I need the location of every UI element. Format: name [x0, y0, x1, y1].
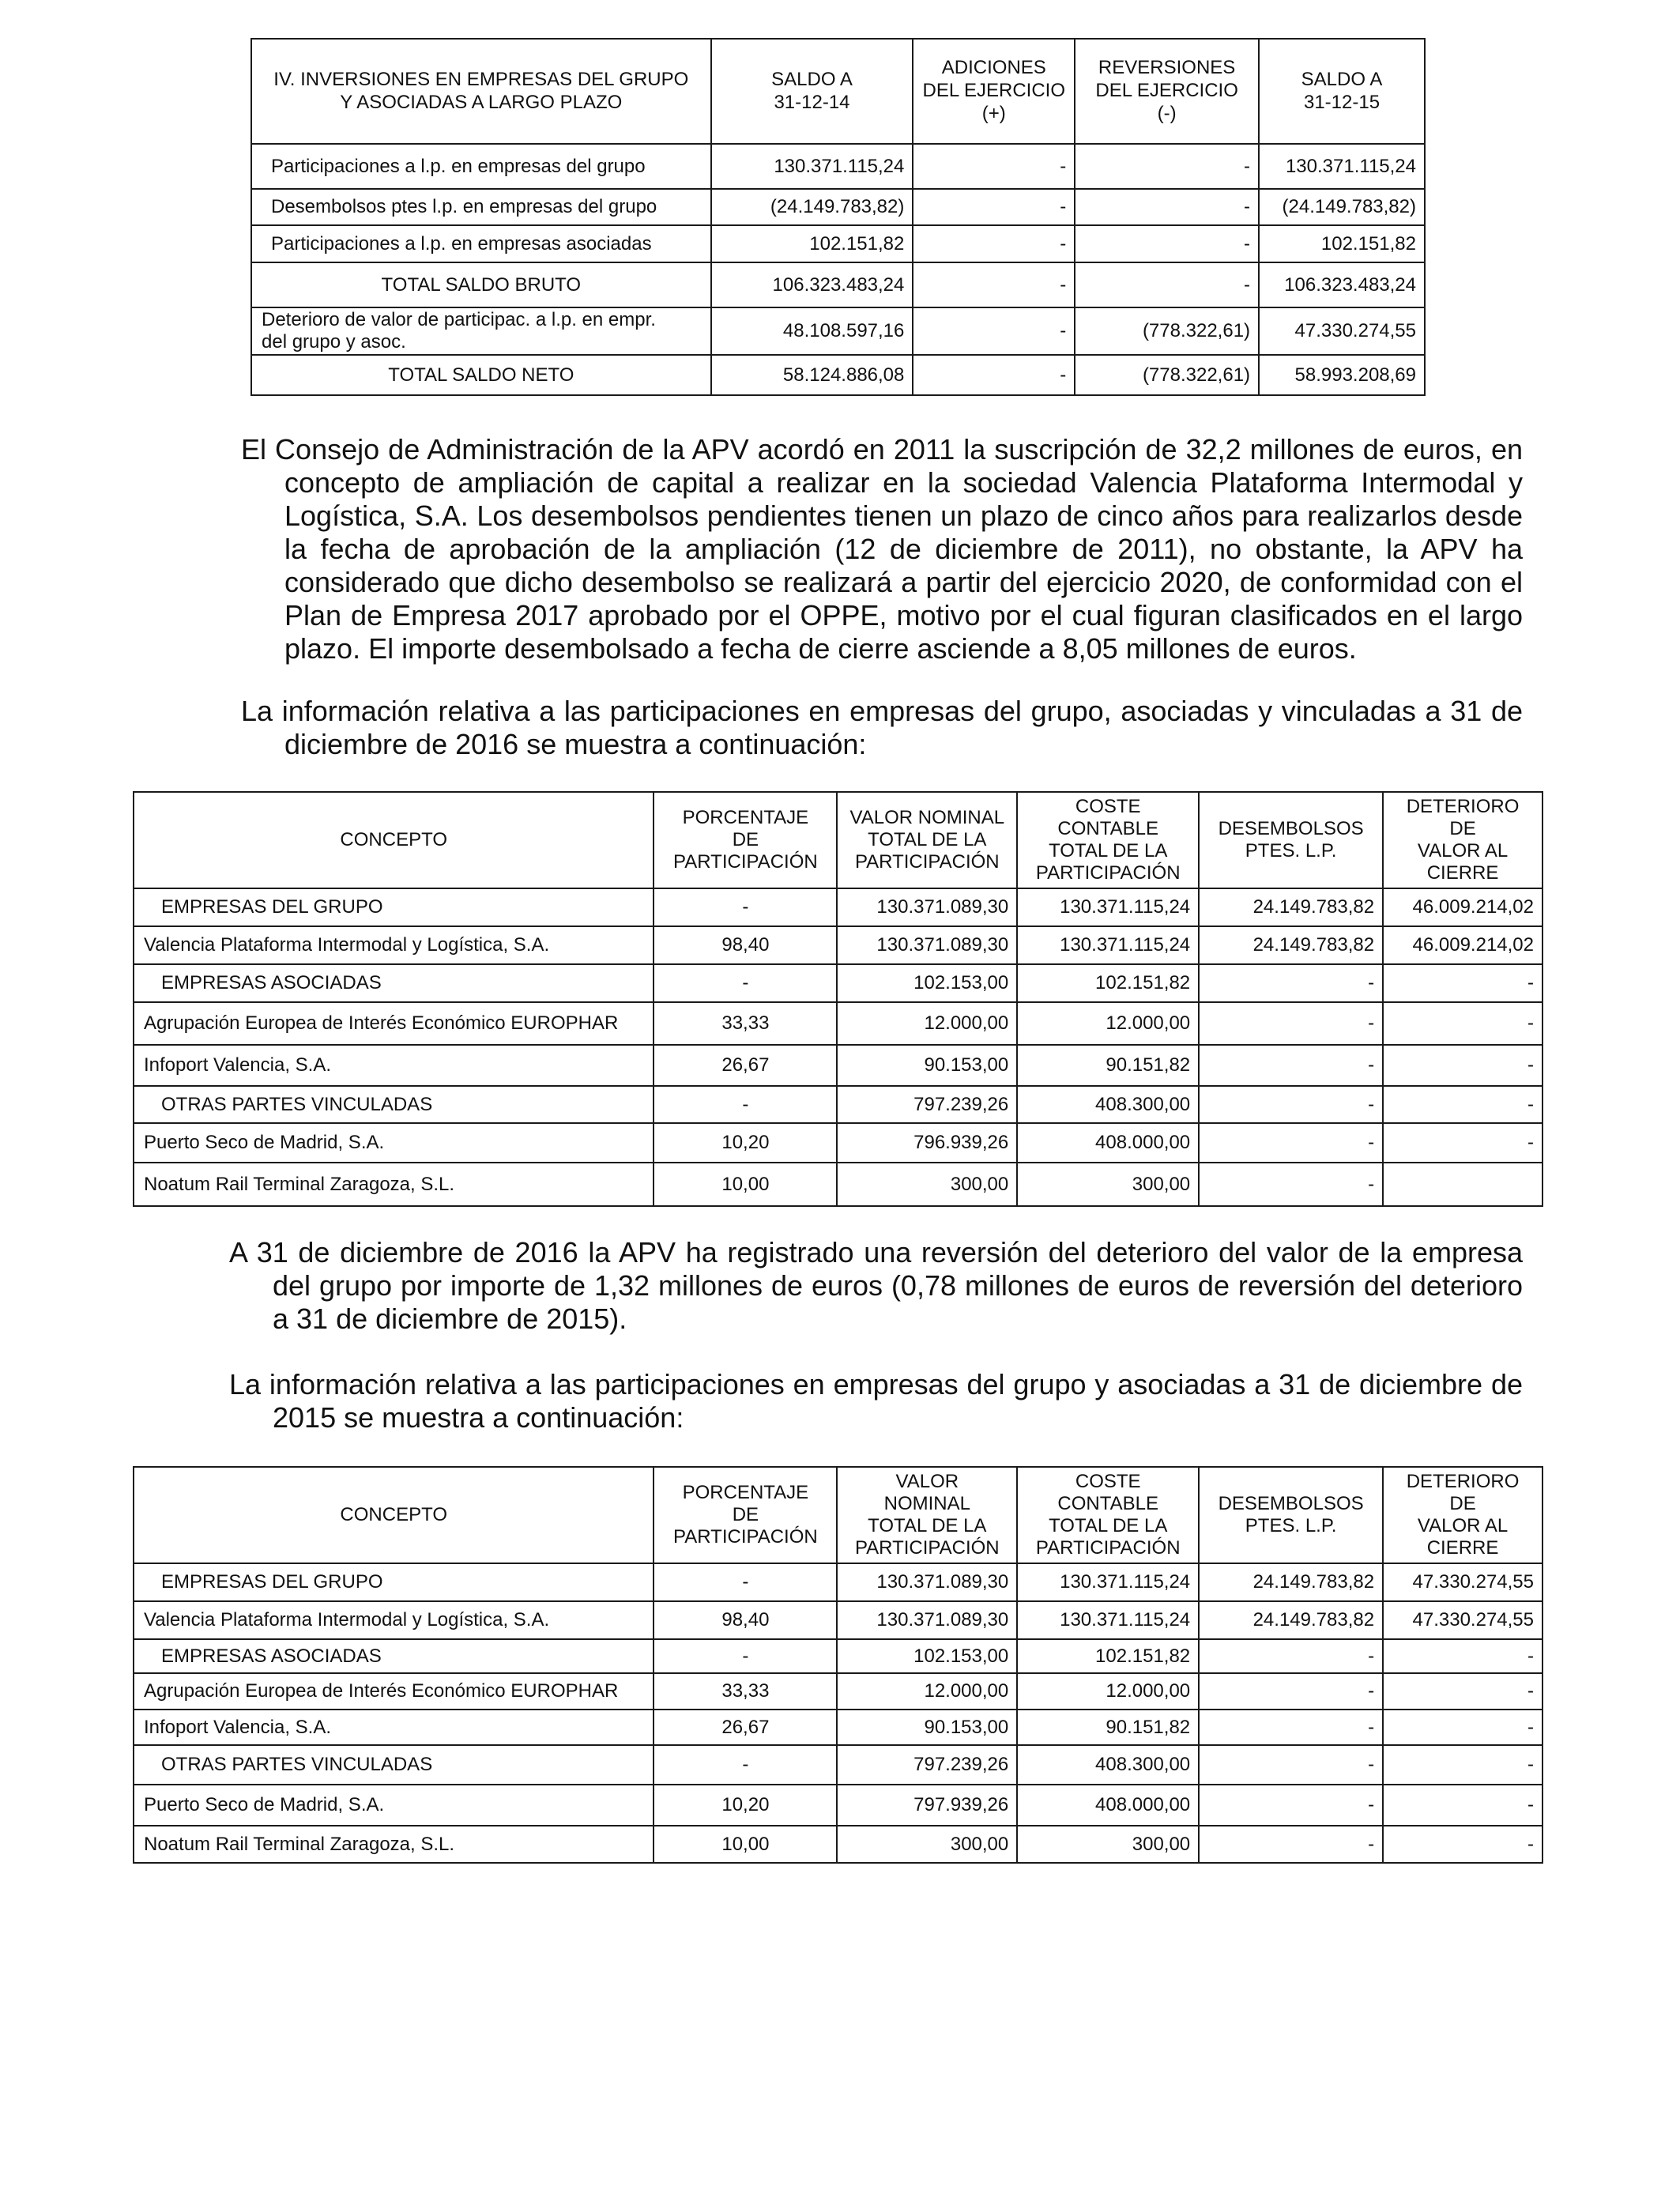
table-row — [134, 1710, 1543, 1745]
table-cell: - — [913, 355, 1075, 395]
table-cell: 130.371.115,24 — [1017, 888, 1199, 926]
column-header: ADICIONES DEL EJERCICIO (+) — [913, 39, 1075, 144]
table-cell: 48.108.597,16 — [711, 307, 913, 355]
table-cell: 102.151,82 — [1017, 964, 1199, 1002]
column-header: VALOR NOMINAL TOTAL DE LA PARTICIPACIÓN — [837, 1467, 1017, 1563]
participaciones-2016-table — [133, 791, 1543, 1207]
table-cell: 102.151,82 — [1017, 1639, 1199, 1673]
participaciones-2015-table — [133, 1466, 1543, 1864]
table-cell: 408.300,00 — [1017, 1086, 1199, 1123]
table-cell: 47.330.274,55 — [1383, 1563, 1543, 1601]
table-cell: 130.371.089,30 — [837, 926, 1017, 964]
table-cell: - — [1199, 1639, 1383, 1673]
table-cell: - — [1199, 1745, 1383, 1785]
table-cell: - — [1199, 1045, 1383, 1086]
table-cell: 130.371.115,24 — [1017, 926, 1199, 964]
table-cell: - — [1383, 1002, 1543, 1045]
table-cell: (24.149.783,82) — [711, 189, 913, 225]
table-cell: 797.239,26 — [837, 1745, 1017, 1785]
table-cell: (24.149.783,82) — [1259, 189, 1425, 225]
table-cell: 98,40 — [654, 1601, 837, 1639]
row-label: Agrupación Europea de Interés Económico EUROPHAR — [134, 1673, 654, 1710]
table-cell: - — [654, 1639, 837, 1673]
table-cell: - — [1199, 1163, 1383, 1206]
table-cell: 130.371.089,30 — [837, 1563, 1017, 1601]
table-cell: 130.371.089,30 — [837, 1601, 1017, 1639]
table-cell: 90.151,82 — [1017, 1045, 1199, 1086]
column-header: VALOR NOMINAL TOTAL DE LA PARTICIPACIÓN — [837, 792, 1017, 888]
table-cell: 24.149.783,82 — [1199, 888, 1383, 926]
column-header: COSTE CONTABLE TOTAL DE LA PARTICIPACIÓN — [1017, 1467, 1199, 1563]
table-row — [134, 1745, 1543, 1785]
table-cell: 58.124.886,08 — [711, 355, 913, 395]
table-cell: - — [654, 1086, 837, 1123]
row-label: EMPRESAS ASOCIADAS — [134, 964, 654, 1002]
table-cell: 408.000,00 — [1017, 1785, 1199, 1826]
table-cell: - — [1199, 1826, 1383, 1863]
table-cell: 90.153,00 — [837, 1710, 1017, 1745]
table-row — [134, 1045, 1543, 1086]
column-header: PORCENTAJE DE PARTICIPACIÓN — [654, 1467, 837, 1563]
table-row — [251, 189, 1425, 225]
paragraph: La información relativa a las participaciones en empresas del grupo y asociadas a 31 de diciembre de 2015 se muestra a continuación: — [229, 1368, 1523, 1434]
row-label: Agrupación Europea de Interés Económico EUROPHAR — [134, 1002, 654, 1045]
paragraph: La información relativa a las participaciones en empresas del grupo, asociadas y vinculadas a 31 de diciembre de 2016 se muestra a continuación: — [241, 695, 1523, 760]
table-cell: 33,33 — [654, 1673, 837, 1710]
row-label: Deterioro de valor de participac. a l.p. en empr. del grupo y asoc. — [251, 307, 711, 355]
table-row — [134, 964, 1543, 1002]
table-cell: 300,00 — [837, 1826, 1017, 1863]
row-label: Puerto Seco de Madrid, S.A. — [134, 1785, 654, 1826]
table-row — [251, 144, 1425, 189]
table-cell: - — [1199, 1710, 1383, 1745]
paragraph: El Consejo de Administración de la APV acordó en 2011 la suscripción de 32,2 millones de euros, en concepto de ampliación de capital a realizar en la sociedad Valencia Plataforma Intermodal y Logística, S.A. Los desembolsos pendientes tienen un plazo de cinco años para realizarlos desde la fecha de aprobación de la ampliación (12 de diciembre de 2011), no obstante, la APV ha considerado que dicho desembolso se realizará a partir del ejercicio 2020, de conformidad con el Plan de Empresa 2017 aprobado por el OPPE, motivo por el cual figuran clasificados en el largo plazo. El importe desembolsado a fecha de cierre asciende a 8,05 millones de euros. — [241, 433, 1523, 665]
table-cell: 12.000,00 — [1017, 1002, 1199, 1045]
column-header: REVERSIONES DEL EJERCICIO (-) — [1075, 39, 1259, 144]
table-cell: - — [1075, 262, 1259, 307]
table-header-row — [134, 792, 1543, 888]
table-cell: - — [1199, 1785, 1383, 1826]
column-header: IV. INVERSIONES EN EMPRESAS DEL GRUPO Y ASOCIADAS A LARGO PLAZO — [251, 39, 711, 144]
table-cell: 12.000,00 — [1017, 1673, 1199, 1710]
table-row — [251, 225, 1425, 262]
table-row — [134, 1673, 1543, 1710]
table-cell: 58.993.208,69 — [1259, 355, 1425, 395]
table-cell: 10,20 — [654, 1123, 837, 1163]
column-header: CONCEPTO — [134, 1467, 654, 1563]
table-cell: 102.151,82 — [711, 225, 913, 262]
table-cell: 24.149.783,82 — [1199, 926, 1383, 964]
table-cell: - — [913, 262, 1075, 307]
paragraph: A 31 de diciembre de 2016 la APV ha registrado una reversión del deterioro del valor de la empresa del grupo por importe de 1,32 millones de euros (0,78 millones de euros de reversión del deterioro a 31 de diciembre de 2015). — [229, 1236, 1523, 1335]
column-header: SALDO A 31-12-15 — [1259, 39, 1425, 144]
table-cell: - — [1383, 1673, 1543, 1710]
row-label: Participaciones a l.p. en empresas del grupo — [251, 144, 711, 189]
table-row — [134, 926, 1543, 964]
table-cell: 300,00 — [837, 1163, 1017, 1206]
row-label: Infoport Valencia, S.A. — [134, 1710, 654, 1745]
table-cell: 102.153,00 — [837, 1639, 1017, 1673]
table-cell: - — [1075, 225, 1259, 262]
table-cell: 90.151,82 — [1017, 1710, 1199, 1745]
table-cell: 47.330.274,55 — [1383, 1601, 1543, 1639]
column-header: DETERIORO DE VALOR AL CIERRE — [1383, 792, 1543, 888]
column-header: CONCEPTO — [134, 792, 654, 888]
table-cell: (778.322,61) — [1075, 307, 1259, 355]
table-row — [134, 1002, 1543, 1045]
table-cell: - — [913, 307, 1075, 355]
table-cell: 130.371.089,30 — [837, 888, 1017, 926]
row-label: EMPRESAS DEL GRUPO — [134, 1563, 654, 1601]
table-cell: - — [1383, 1045, 1543, 1086]
table-cell: - — [1383, 964, 1543, 1002]
table-cell: - — [1383, 1086, 1543, 1123]
row-label: Infoport Valencia, S.A. — [134, 1045, 654, 1086]
table-cell: 33,33 — [654, 1002, 837, 1045]
row-label: OTRAS PARTES VINCULADAS — [134, 1086, 654, 1123]
table-row — [134, 1123, 1543, 1163]
table-cell: 102.153,00 — [837, 964, 1017, 1002]
table-cell: - — [1383, 1639, 1543, 1673]
table-cell: - — [654, 964, 837, 1002]
column-header: DESEMBOLSOS PTES. L.P. — [1199, 792, 1383, 888]
table-cell: 130.371.115,24 — [1017, 1563, 1199, 1601]
table-cell: - — [654, 1563, 837, 1601]
table-row — [251, 262, 1425, 307]
row-label: Valencia Plataforma Intermodal y Logística, S.A. — [134, 926, 654, 964]
row-label: TOTAL SALDO BRUTO — [251, 262, 711, 307]
column-header: DETERIORO DE VALOR AL CIERRE — [1383, 1467, 1543, 1563]
table-cell: - — [1199, 1086, 1383, 1123]
table-row — [134, 1639, 1543, 1673]
table-cell: 46.009.214,02 — [1383, 888, 1543, 926]
table-row — [134, 1826, 1543, 1863]
column-header: SALDO A 31-12-14 — [711, 39, 913, 144]
table-cell: - — [913, 225, 1075, 262]
table-cell: - — [1383, 1710, 1543, 1745]
table-row — [134, 1785, 1543, 1826]
table-row — [251, 355, 1425, 395]
table-cell: 10,00 — [654, 1826, 837, 1863]
table-cell: 12.000,00 — [837, 1002, 1017, 1045]
table-cell: 130.371.115,24 — [1259, 144, 1425, 189]
inversiones-table — [250, 38, 1426, 396]
table-cell: 408.300,00 — [1017, 1745, 1199, 1785]
table-cell: - — [1199, 964, 1383, 1002]
row-label: Valencia Plataforma Intermodal y Logística, S.A. — [134, 1601, 654, 1639]
table-cell: - — [913, 189, 1075, 225]
table-cell: - — [1075, 189, 1259, 225]
column-header: DESEMBOLSOS PTES. L.P. — [1199, 1467, 1383, 1563]
table-cell: 106.323.483,24 — [711, 262, 913, 307]
table-cell: 408.000,00 — [1017, 1123, 1199, 1163]
table-cell: 46.009.214,02 — [1383, 926, 1543, 964]
table-cell: - — [913, 144, 1075, 189]
row-label: Noatum Rail Terminal Zaragoza, S.L. — [134, 1826, 654, 1863]
table-cell: - — [1199, 1002, 1383, 1045]
table-cell: 10,20 — [654, 1785, 837, 1826]
table-row — [251, 307, 1425, 355]
row-label: TOTAL SALDO NETO — [251, 355, 711, 395]
table-cell: - — [1383, 1826, 1543, 1863]
table-cell: 300,00 — [1017, 1826, 1199, 1863]
table-cell: 102.151,82 — [1259, 225, 1425, 262]
table-cell: 797.939,26 — [837, 1785, 1017, 1826]
table-cell: - — [654, 1745, 837, 1785]
table-cell: 24.149.783,82 — [1199, 1601, 1383, 1639]
table-cell: 24.149.783,82 — [1199, 1563, 1383, 1601]
row-label: Noatum Rail Terminal Zaragoza, S.L. — [134, 1163, 654, 1206]
table-cell: 26,67 — [654, 1045, 837, 1086]
table-cell: 47.330.274,55 — [1259, 307, 1425, 355]
table-cell: 796.939,26 — [837, 1123, 1017, 1163]
row-label: EMPRESAS ASOCIADAS — [134, 1639, 654, 1673]
table-row — [134, 1163, 1543, 1206]
table-header-row — [251, 39, 1425, 144]
row-label: Participaciones a l.p. en empresas asociadas — [251, 225, 711, 262]
row-label: Desembolsos ptes l.p. en empresas del grupo — [251, 189, 711, 225]
row-label: OTRAS PARTES VINCULADAS — [134, 1745, 654, 1785]
table-cell: - — [1383, 1123, 1543, 1163]
row-label: Puerto Seco de Madrid, S.A. — [134, 1123, 654, 1163]
table-cell — [1383, 1163, 1543, 1206]
table-cell: 12.000,00 — [837, 1673, 1017, 1710]
table-cell: (778.322,61) — [1075, 355, 1259, 395]
table-cell: 90.153,00 — [837, 1045, 1017, 1086]
table-cell: 98,40 — [654, 926, 837, 964]
table-cell: 10,00 — [654, 1163, 837, 1206]
table-cell: 130.371.115,24 — [1017, 1601, 1199, 1639]
table-row — [134, 888, 1543, 926]
table-cell: - — [1199, 1673, 1383, 1710]
row-label: EMPRESAS DEL GRUPO — [134, 888, 654, 926]
table-row — [134, 1601, 1543, 1639]
table-cell: 26,67 — [654, 1710, 837, 1745]
table-row — [134, 1563, 1543, 1601]
table-cell: 106.323.483,24 — [1259, 262, 1425, 307]
table-cell: - — [654, 888, 837, 926]
table-cell: 797.239,26 — [837, 1086, 1017, 1123]
column-header: COSTE CONTABLE TOTAL DE LA PARTICIPACIÓN — [1017, 792, 1199, 888]
table-cell: - — [1383, 1785, 1543, 1826]
table-row — [134, 1086, 1543, 1123]
table-cell: - — [1383, 1745, 1543, 1785]
table-header-row — [134, 1467, 1543, 1563]
table-cell: 130.371.115,24 — [711, 144, 913, 189]
table-cell: - — [1199, 1123, 1383, 1163]
table-cell: - — [1075, 144, 1259, 189]
table-cell: 300,00 — [1017, 1163, 1199, 1206]
column-header: PORCENTAJE DE PARTICIPACIÓN — [654, 792, 837, 888]
